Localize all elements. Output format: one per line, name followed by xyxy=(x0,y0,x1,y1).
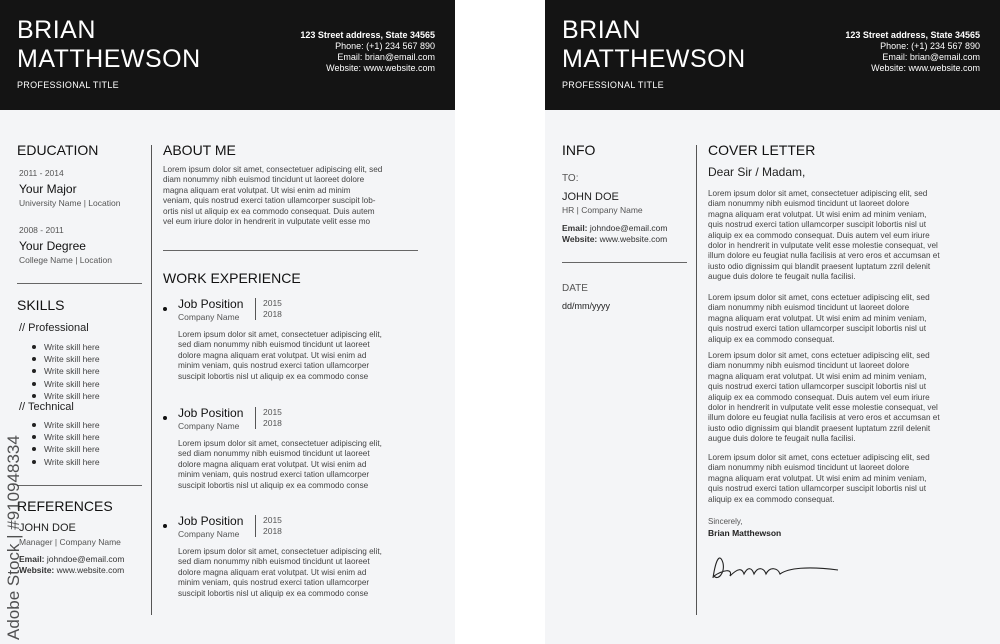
divider xyxy=(562,262,687,263)
professional-title: PROFESSIONAL TITLE xyxy=(562,80,664,90)
resume-page xyxy=(0,0,455,644)
education-heading: EDUCATION xyxy=(17,142,99,158)
cover-letter-page xyxy=(545,0,1000,644)
about-heading: ABOUT ME xyxy=(163,142,236,158)
skill-item: Write skill here xyxy=(30,341,100,353)
recipient-name: JOHN DOE xyxy=(562,191,619,203)
skill-item: Write skill here xyxy=(30,431,100,443)
job-years xyxy=(255,298,282,320)
email-value: johndoe@email.com xyxy=(587,223,668,233)
job-years xyxy=(255,515,282,537)
job-description: Lorem ipsum dolor sit amet, consectetuer adipiscing elit, sed diam nonummy nibh euismod tincidunt ut laoreet dolore magna aliquam erat volutpat. Ut wisi enim ad minim veniam, quis nostrud exerci tation ullamcorper suscipit lobortis nisl ut aliquip ex ea commodo conse xyxy=(178,439,382,490)
skill-group-label: // Professional xyxy=(19,322,89,334)
skill-item: Write skill here xyxy=(30,390,100,402)
edu-years: 2008 - 2011 xyxy=(19,225,64,235)
cover-header xyxy=(545,0,1000,110)
date-value: dd/mm/yyyy xyxy=(562,301,611,311)
reference-website xyxy=(19,565,124,575)
cover-letter-heading: COVER LETTER xyxy=(708,142,816,158)
closing: Sincerely, xyxy=(708,517,743,526)
signature-icon xyxy=(708,548,848,588)
email: Email: brian@email.com xyxy=(337,52,435,62)
email: Email: brian@email.com xyxy=(882,52,980,62)
edu-years: 2011 - 2014 xyxy=(19,168,64,178)
column-divider xyxy=(151,145,152,615)
edu-school: University Name | Location xyxy=(19,198,121,208)
skill-item: Write skill here xyxy=(30,353,100,365)
job-end: 2018 xyxy=(263,526,282,536)
email-label: Email: xyxy=(19,554,45,564)
website: Website: www.website.com xyxy=(871,63,980,73)
job-end: 2018 xyxy=(263,418,282,428)
skill-list xyxy=(30,341,100,402)
name xyxy=(17,16,201,74)
website-value: www.website.com xyxy=(54,565,125,575)
letter-paragraph: Lorem ipsum dolor sit amet, consectetuer adipiscing elit, sed diam nonummy nibh euismod tincidunt ut laoreet dolore magna aliquam erat volutpat. Ut wisi enim ad minim veniam, quis nostrud exerci tation ullamcorper suscipit lobortis nisl ut aliquip ex ea commodo consequat. Duis autem vel eum iriure dolor in hendrerit in vulputate velit esse molestie consequat, vel illum dolore eu feugiat nulla facilisis at vero eros et accumsan et iusto odio dignissim qui blandit praesent luptatum zzril delenit augue duis dolore te feugait nulla facilisi. xyxy=(708,189,940,282)
bullet-icon xyxy=(163,307,167,311)
job-entry xyxy=(163,297,423,387)
recipient-role: HR | Company Name xyxy=(562,205,643,215)
job-entry xyxy=(163,406,423,496)
edu-degree: Your Major xyxy=(19,182,77,196)
greeting: Dear Sir / Madam, xyxy=(708,165,806,179)
job-end: 2018 xyxy=(263,309,282,319)
reference-email xyxy=(19,554,125,564)
job-company: Company Name xyxy=(178,421,240,431)
website-value: www.website.com xyxy=(597,234,668,244)
info-heading: INFO xyxy=(562,142,596,158)
job-description: Lorem ipsum dolor sit amet, consectetuer adipiscing elit, sed diam nonummy nibh euismod tincidunt ut laoreet dolore magna aliquam erat volutpat. Ut wisi enim ad minim veniam, quis nostrud exerci tation ullamcorper suscipit lobortis nisl ut aliquip ex ea commodo conse xyxy=(178,330,382,381)
to-label: TO: xyxy=(562,173,579,184)
job-position: Job Position xyxy=(178,406,244,420)
first-name: BRIAN xyxy=(562,16,641,44)
bullet-icon xyxy=(163,524,167,528)
last-name: MATTHEWSON xyxy=(562,45,746,73)
website-label: Website: xyxy=(19,565,55,575)
divider xyxy=(163,250,418,251)
phone: Phone: (+1) 234 567 890 xyxy=(335,41,435,51)
date-label: DATE xyxy=(562,283,588,294)
divider xyxy=(17,485,142,486)
recipient-email xyxy=(562,223,668,233)
letter-paragraph: Lorem ipsum dolor sit amet, cons ectetuer adipiscing elit, sed diam nonummy nibh euismod tincidunt ut laoreet dolore magna aliquam erat volutpat. Ut wisi enim ad minim veniam, quis nostrud exerci tation ullamcorper suscipit lobortis nisl ut aliquip ex ea commodo consequat. xyxy=(708,293,930,344)
address: 123 Street address, State 34565 xyxy=(845,30,980,40)
name xyxy=(562,16,746,74)
job-position: Job Position xyxy=(178,297,244,311)
letter-paragraph: Lorem ipsum dolor sit amet, cons ectetuer adipiscing elit, sed diam nonummy nibh euismod tincidunt ut laoreet dolore magna aliquam erat volutpat. Ut wisi enim ad minim veniam, quis nostrud exerci tation ullamcorper suscipit lobortis nisl ut aliquip ex ea commodo consequat. Duis autem vel eum iriure dolor in hendrerit in vulputate velit esse molestie consequat, vel illum dolore eu feugiat nulla facilisis at vero eros et accumsan et iusto odio dignissim qui blandit praesent luptatum zzril delenit augue duis dolore te feugait nulla facilisi. xyxy=(708,351,940,444)
job-description: Lorem ipsum dolor sit amet, consectetuer adipiscing elit, sed diam nonummy nibh euismod tincidunt ut laoreet dolore magna aliquam erat volutpat. Ut wisi enim ad minim veniam, quis nostrud exerci tation ullamcorper suscipit lobortis nisl ut aliquip ex ea commodo conse xyxy=(178,547,382,598)
watermark: Adobe Stock | #910948334 xyxy=(4,435,23,640)
skills-heading: SKILLS xyxy=(17,297,65,313)
skill-item: Write skill here xyxy=(30,365,100,377)
first-name: BRIAN xyxy=(17,16,96,44)
work-heading: WORK EXPERIENCE xyxy=(163,270,301,286)
job-company: Company Name xyxy=(178,312,240,322)
edu-degree: Your Degree xyxy=(19,239,86,253)
divider xyxy=(17,283,142,284)
references-heading: REFERENCES xyxy=(17,498,113,514)
skill-item: Write skill here xyxy=(30,456,100,468)
website: Website: www.website.com xyxy=(326,63,435,73)
recipient-website xyxy=(562,234,667,244)
last-name: MATTHEWSON xyxy=(17,45,201,73)
contact-block xyxy=(300,30,435,74)
skill-item: Write skill here xyxy=(30,419,100,431)
email-label: Email: xyxy=(562,223,588,233)
reference-name: JOHN DOE xyxy=(19,522,76,534)
job-company: Company Name xyxy=(178,529,240,539)
contact-block xyxy=(845,30,980,74)
signer-name: Brian Matthewson xyxy=(708,528,782,538)
skill-list xyxy=(30,419,100,468)
job-position: Job Position xyxy=(178,514,244,528)
job-start: 2015 xyxy=(263,515,282,525)
phone: Phone: (+1) 234 567 890 xyxy=(880,41,980,51)
reference-role: Manager | Company Name xyxy=(19,537,121,547)
column-divider xyxy=(696,145,697,615)
skill-item: Write skill here xyxy=(30,378,100,390)
skill-item: Write skill here xyxy=(30,443,100,455)
job-years xyxy=(255,407,282,429)
email-value: johndoe@email.com xyxy=(44,554,125,564)
edu-school: College Name | Location xyxy=(19,255,112,265)
professional-title: PROFESSIONAL TITLE xyxy=(17,80,119,90)
website-label: Website: xyxy=(562,234,598,244)
bullet-icon xyxy=(163,416,167,420)
job-start: 2015 xyxy=(263,298,282,308)
address: 123 Street address, State 34565 xyxy=(300,30,435,40)
resume-header xyxy=(0,0,455,110)
skill-group-label: // Technical xyxy=(19,401,74,413)
letter-paragraph: Lorem ipsum dolor sit amet, cons ectetuer adipiscing elit, sed diam nonummy nibh euismod tincidunt ut laoreet dolore magna aliquam erat volutpat. Ut wisi enim ad minim veniam, quis nostrud exerci tation ullamcorper suscipit lobortis nisl ut aliquip ex ea commodo consequat. xyxy=(708,453,930,504)
job-start: 2015 xyxy=(263,407,282,417)
job-entry xyxy=(163,514,423,604)
about-text: Lorem ipsum dolor sit amet, consectetuer adipiscing elit, sed diam nonummy nibh euismod tincidunt ut laoreet dolore magna aliquam erat volutpat. Ut wisi enim ad minim veniam, quis nostrud exerci tation ullamcorper suscipit lob- ortis nisl ut aliquip ex ea commodo consequat. Duis autem vel eum iriure dolor in hendrerit in vulputate velit esse mo xyxy=(163,165,383,227)
